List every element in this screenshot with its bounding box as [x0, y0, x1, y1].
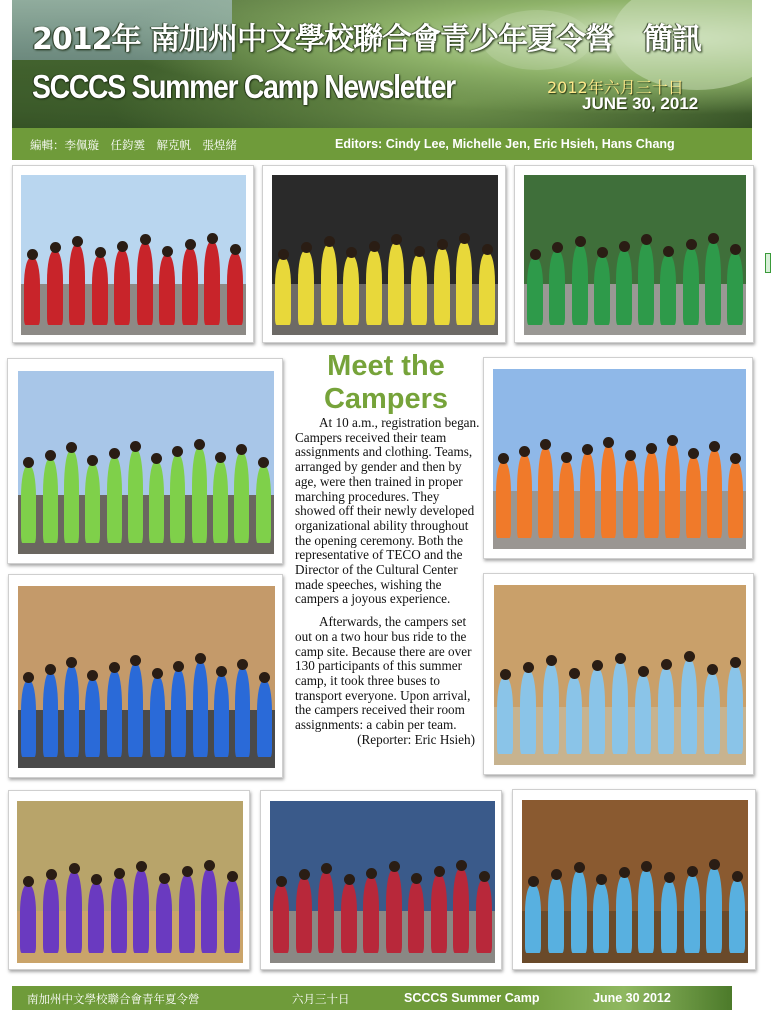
photo-camper-head: [236, 444, 247, 455]
photo-camper-head: [625, 450, 636, 461]
photo-camper-figure: [453, 869, 469, 953]
photo-camper-head: [730, 453, 741, 464]
photo-camper-figure: [525, 885, 541, 953]
photo-maroon-team-march: [260, 790, 502, 970]
photo-camper-figure: [224, 880, 240, 953]
photo-camper-figure: [549, 251, 565, 325]
photo-camper-head: [27, 249, 38, 260]
photo-camper-figure: [213, 461, 228, 543]
photo-camper-figure: [496, 462, 511, 538]
photo-camper-head: [66, 657, 77, 668]
photo-camper-figure: [64, 666, 79, 757]
photo-camper-figure: [318, 872, 334, 953]
photo-camper-head: [582, 444, 593, 455]
photo-camper-head: [369, 241, 380, 252]
photo-camper-figure: [64, 451, 79, 543]
photo-camper-head: [569, 668, 580, 679]
photo-camper-head: [152, 668, 163, 679]
photo-camper-head: [172, 446, 183, 457]
photo-camper-head: [130, 441, 141, 452]
photo-camper-figure: [24, 258, 40, 325]
photo-camper-head: [50, 242, 61, 253]
photo-blue-team-flag: [8, 574, 283, 778]
photo-camper-head: [301, 242, 312, 253]
photo-camper-head: [575, 236, 586, 247]
photo-camper-figure: [431, 875, 447, 953]
footer-camp-english: SCCCS Summer Camp: [404, 991, 540, 1005]
photo-camper-figure: [257, 681, 272, 757]
photo-camper-head: [207, 233, 218, 244]
photo-camper-figure: [660, 255, 676, 325]
photo-image: [272, 175, 498, 335]
photo-camper-figure: [517, 455, 532, 538]
photo-camper-figure: [133, 870, 149, 953]
photo-camper-figure: [256, 466, 271, 543]
photo-camper-head: [528, 876, 539, 887]
photo-camper-head: [109, 448, 120, 459]
photo-camper-figure: [159, 255, 175, 325]
newsletter-title-chinese: 2012年 南加州中文學校聯合會青少年夏令營 簡訊: [32, 22, 701, 57]
photo-camper-head: [204, 860, 215, 871]
photo-camper-head: [230, 244, 241, 255]
photo-camper-head: [663, 246, 674, 257]
photo-camper-figure: [275, 258, 291, 325]
photo-camper-head: [592, 660, 603, 671]
photo-camper-head: [389, 861, 400, 872]
photo-camper-head: [130, 655, 141, 666]
photo-camper-head: [216, 666, 227, 677]
page-edge-marker: [765, 253, 771, 273]
photo-camper-figure: [43, 459, 58, 543]
photo-camper-figure: [594, 256, 610, 325]
photo-camper-head: [574, 862, 585, 873]
photo-camper-figure: [408, 882, 424, 953]
photo-camper-head: [688, 448, 699, 459]
photo-camper-head: [299, 869, 310, 880]
photo-purple-team-table: [8, 790, 250, 970]
photo-camper-head: [638, 666, 649, 677]
photo-camper-head: [182, 866, 193, 877]
photo-camper-figure: [681, 660, 697, 754]
photo-camper-head: [730, 244, 741, 255]
photo-camper-head: [195, 653, 206, 664]
photo-camper-head: [87, 670, 98, 681]
photo-camper-figure: [128, 450, 143, 543]
photo-camper-head: [321, 863, 332, 874]
photo-camper-figure: [43, 673, 58, 757]
photo-camper-figure: [192, 448, 207, 543]
photo-camper-figure: [520, 671, 536, 754]
photo-camper-head: [619, 867, 630, 878]
photo-camper-head: [597, 247, 608, 258]
photo-camper-figure: [684, 875, 700, 953]
photo-camper-figure: [705, 242, 721, 325]
photo-camper-figure: [707, 450, 722, 538]
photo-camper-figure: [527, 258, 543, 325]
photo-camper-head: [561, 452, 572, 463]
photo-camper-figure: [156, 882, 172, 953]
photo-camper-head: [732, 871, 743, 882]
photo-camper-figure: [616, 250, 632, 325]
photo-camper-head: [23, 672, 34, 683]
photo-camper-figure: [193, 662, 208, 757]
editors-english: Editors: Cindy Lee, Michelle Jen, Eric Hsieh, Hans Chang: [335, 137, 675, 151]
photo-camper-head: [551, 869, 562, 880]
photo-image: [524, 175, 746, 335]
photo-camper-figure: [363, 877, 379, 953]
photo-camper-figure: [20, 885, 36, 953]
photo-camper-figure: [273, 885, 289, 953]
photo-camper-head: [479, 871, 490, 882]
photo-camper-head: [414, 246, 425, 257]
photo-camper-figure: [47, 251, 63, 325]
photo-camper-figure: [107, 457, 122, 543]
photo-camper-figure: [572, 245, 588, 325]
photo-camper-head: [434, 866, 445, 877]
photo-camper-figure: [476, 880, 492, 953]
photo-camper-head: [95, 247, 106, 258]
photo-camper-figure: [296, 878, 312, 953]
photo-camper-figure: [616, 876, 632, 953]
photo-camper-figure: [21, 466, 36, 543]
photo-camper-head: [641, 234, 652, 245]
photo-camper-figure: [638, 870, 654, 953]
article-title: Meet the Campers: [323, 350, 449, 415]
photo-camper-head: [603, 437, 614, 448]
photo-camper-head: [684, 651, 695, 662]
photo-camper-head: [194, 439, 205, 450]
photo-camper-head: [237, 659, 248, 670]
photo-camper-figure: [150, 677, 165, 757]
photo-camper-figure: [434, 248, 450, 325]
photo-camper-head: [498, 453, 509, 464]
photo-camper-figure: [686, 457, 701, 538]
issue-date-english: JUNE 30, 2012: [582, 94, 699, 113]
photo-camper-head: [686, 239, 697, 250]
photo-camper-figure: [43, 878, 59, 953]
photo-camper-figure: [559, 461, 574, 538]
photo-camper-head: [730, 657, 741, 668]
photo-camper-head: [72, 236, 83, 247]
photo-camper-head: [109, 662, 120, 673]
photo-camper-figure: [548, 878, 564, 953]
photo-camper-head: [344, 874, 355, 885]
photo-camper-head: [641, 861, 652, 872]
photo-camper-figure: [538, 448, 553, 538]
issue-date-chinese: 2012年六月三十日: [547, 78, 684, 97]
photo-camper-figure: [704, 673, 720, 754]
photo-lightgreen-group: [7, 358, 283, 564]
photo-camper-head: [615, 653, 626, 664]
photo-camper-figure: [111, 877, 127, 953]
photo-camper-head: [667, 435, 678, 446]
photo-camper-head: [91, 874, 102, 885]
photo-camper-figure: [571, 871, 587, 953]
photo-camper-figure: [107, 671, 122, 757]
photo-camper-figure: [85, 679, 100, 757]
photo-yellow-team-training: [262, 165, 506, 343]
photo-camper-figure: [69, 245, 85, 325]
footer-org-chinese: 南加州中文學校聯合會青年夏令營: [27, 992, 200, 1006]
photo-camper-figure: [214, 675, 229, 757]
photo-camper-head: [69, 863, 80, 874]
photo-camper-figure: [171, 670, 186, 757]
photo-camper-figure: [21, 681, 36, 757]
photo-camper-figure: [683, 248, 699, 325]
article-body: [295, 416, 481, 755]
photo-camper-figure: [66, 872, 82, 953]
photo-camper-figure: [137, 243, 153, 325]
photo-camper-figure: [234, 453, 249, 543]
photo-camper-head: [114, 868, 125, 879]
photo-camper-figure: [386, 870, 402, 953]
photo-camper-figure: [601, 446, 616, 538]
photo-camper-head: [23, 457, 34, 468]
photo-camper-head: [546, 655, 557, 666]
photo-camper-figure: [658, 668, 674, 754]
photo-camper-head: [162, 246, 173, 257]
photo-camper-figure: [204, 242, 220, 325]
photo-camper-figure: [341, 883, 357, 953]
photo-camper-figure: [580, 453, 595, 538]
photo-camper-figure: [128, 664, 143, 757]
photo-camper-head: [215, 452, 226, 463]
photo-camper-figure: [727, 666, 743, 754]
photo-image: [18, 586, 275, 768]
photo-camper-head: [709, 859, 720, 870]
photo-camper-figure: [388, 243, 404, 325]
photo-camper-head: [552, 242, 563, 253]
photo-camper-figure: [479, 253, 495, 325]
photo-camper-head: [619, 241, 630, 252]
photo-green-team-lineup: [514, 165, 754, 343]
photo-camper-figure: [114, 250, 130, 325]
newsletter-title-english: SCCCS Summer Camp Newsletter: [32, 68, 455, 105]
photo-camper-figure: [298, 251, 314, 325]
photo-camper-head: [708, 233, 719, 244]
photo-camper-head: [540, 439, 551, 450]
photo-camper-head: [66, 442, 77, 453]
photo-camper-head: [23, 876, 34, 887]
photo-camper-head: [687, 866, 698, 877]
photo-camper-figure: [638, 243, 654, 325]
photo-camper-head: [140, 234, 151, 245]
photo-camper-figure: [321, 245, 337, 325]
photo-camper-head: [456, 860, 467, 871]
photo-camper-figure: [497, 678, 513, 754]
header-banner: [12, 0, 752, 128]
photo-camper-head: [45, 664, 56, 675]
photo-image: [270, 801, 495, 963]
photo-camper-figure: [589, 669, 605, 754]
photo-camper-figure: [635, 675, 651, 754]
photo-camper-figure: [593, 883, 609, 953]
photo-camper-head: [258, 457, 269, 468]
photo-camper-head: [523, 662, 534, 673]
photo-camper-head: [151, 453, 162, 464]
photo-camper-figure: [92, 256, 108, 325]
photo-camper-figure: [566, 677, 582, 754]
photo-camper-head: [117, 241, 128, 252]
article-paragraph: Afterwards, the campers set out on a two hour bus ride to the camp site. Because there are over 130 participants of this summer camp, it took three buses to transport everyone. Upon arrival, the campers received their room assignments: a cabin per team.: [295, 614, 472, 733]
photo-camper-figure: [235, 668, 250, 757]
photo-camper-figure: [728, 462, 743, 538]
photo-camper-head: [276, 876, 287, 887]
photo-image: [522, 800, 748, 963]
photo-camper-head: [45, 450, 56, 461]
photo-camper-head: [346, 247, 357, 258]
article-paragraph: At 10 a.m., registration began. Campers received their team assignments and clothing. Teams, arranged by gender and then by age, were then trained in proper marching procedures. They showed off their newly developed organizational ability throughout the opening ceremony. Both the representative of TECO and the Director of the Cultural Center made speeches, wishing the campers a joyous experience.: [295, 415, 480, 607]
photo-camper-figure: [149, 462, 164, 543]
photo-camper-figure: [661, 881, 677, 953]
photo-camper-figure: [179, 875, 195, 953]
photo-camper-head: [459, 233, 470, 244]
photo-camper-head: [519, 446, 530, 457]
photo-camper-head: [87, 455, 98, 466]
photo-camper-head: [278, 249, 289, 260]
photo-camper-figure: [543, 664, 559, 754]
footer-date-english: June 30 2012: [593, 991, 671, 1005]
photo-camper-head: [185, 239, 196, 250]
photo-camper-figure: [343, 256, 359, 325]
photo-camper-figure: [706, 868, 722, 953]
photo-camper-head: [709, 441, 720, 452]
editors-chinese: 編輯：李佩璇 任鈞霙 解克帆 張煌緒: [30, 138, 237, 152]
photo-red-team-outdoor: [12, 165, 254, 343]
photo-camper-head: [707, 664, 718, 675]
photo-camper-figure: [366, 250, 382, 325]
photo-camper-head: [661, 659, 672, 670]
photo-camper-figure: [411, 255, 427, 325]
article-reporter: (Reporter: Eric Hsieh): [357, 731, 475, 747]
photo-camper-head: [664, 872, 675, 883]
photo-camper-head: [437, 239, 448, 250]
photo-camper-head: [530, 249, 541, 260]
photo-camper-figure: [665, 444, 680, 538]
photo-camper-head: [46, 869, 57, 880]
photo-camper-figure: [644, 452, 659, 538]
photo-camper-figure: [88, 883, 104, 953]
photo-lightblue-team-banner: [483, 573, 754, 775]
photo-camper-head: [366, 868, 377, 879]
photo-camper-head: [646, 443, 657, 454]
photo-camper-figure: [727, 253, 743, 325]
photo-image: [17, 801, 243, 963]
photo-image: [494, 585, 746, 765]
photo-camper-figure: [227, 253, 243, 325]
photo-image: [18, 371, 274, 554]
photo-camper-figure: [170, 455, 185, 543]
photo-camper-figure: [201, 869, 217, 953]
photo-image: [493, 369, 746, 549]
photo-camper-head: [173, 661, 184, 672]
photo-camper-figure: [182, 248, 198, 325]
photo-camper-head: [227, 871, 238, 882]
photo-camper-head: [482, 244, 493, 255]
photo-orange-team-outdoor: [483, 357, 753, 559]
photo-camper-figure: [456, 242, 472, 325]
photo-camper-head: [596, 874, 607, 885]
photo-camper-head: [411, 873, 422, 884]
photo-camper-head: [136, 861, 147, 872]
photo-camper-head: [500, 669, 511, 680]
photo-camper-head: [391, 234, 402, 245]
footer-date-chinese: 六月三十日: [292, 992, 350, 1006]
photo-camper-figure: [85, 464, 100, 543]
photo-camper-figure: [612, 662, 628, 754]
photo-cyan-team-banner: [512, 789, 756, 970]
photo-camper-head: [324, 236, 335, 247]
photo-camper-figure: [729, 880, 745, 953]
photo-camper-head: [259, 672, 270, 683]
footer-bar: [12, 986, 732, 1010]
photo-camper-figure: [623, 459, 638, 538]
photo-image: [21, 175, 246, 335]
editors-bar: [12, 128, 752, 160]
photo-camper-head: [159, 873, 170, 884]
